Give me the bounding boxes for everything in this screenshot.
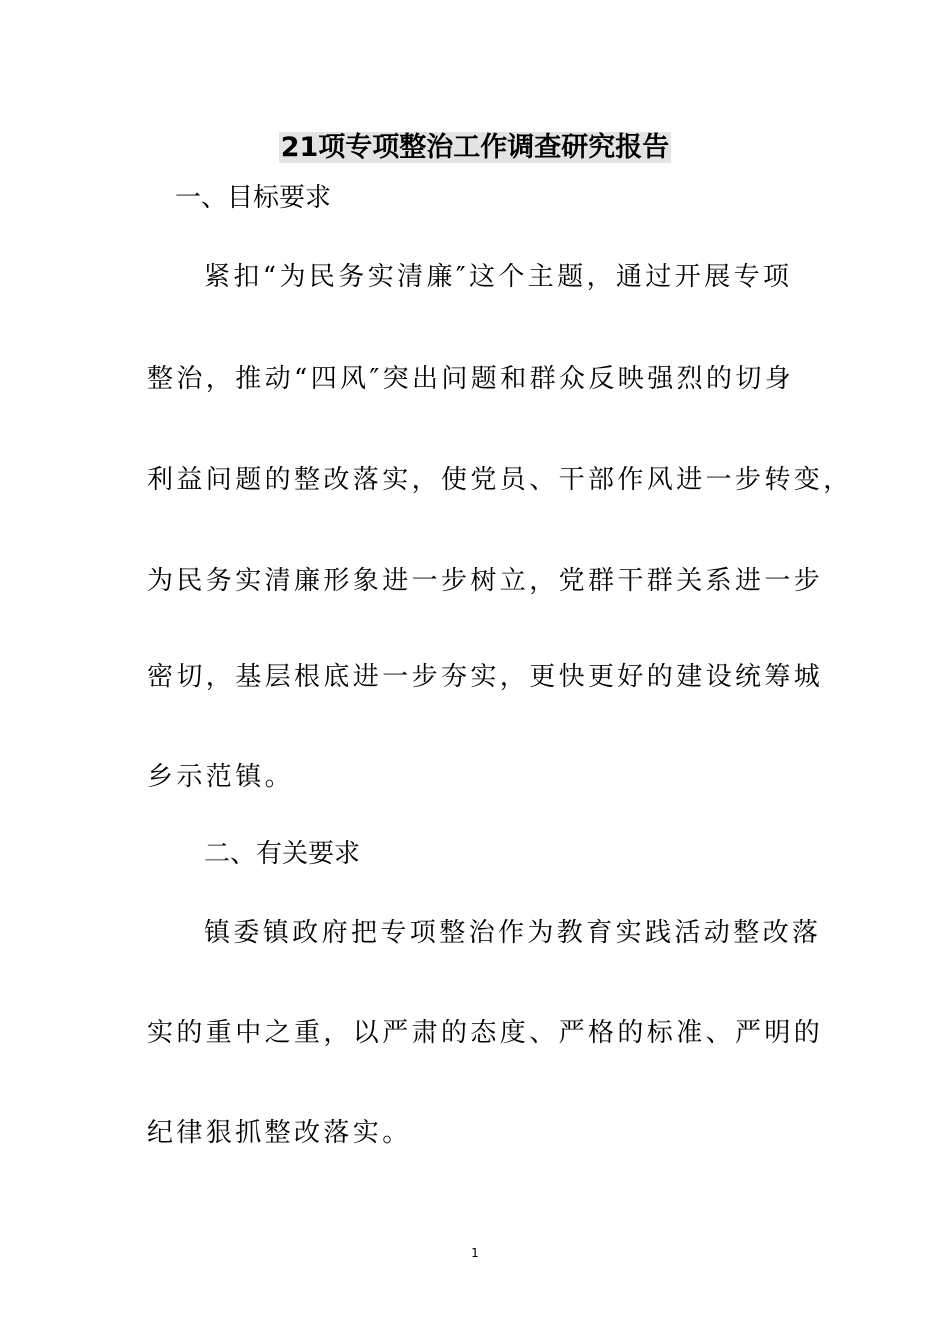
section-1-heading: 一、目标要求 xyxy=(175,183,332,213)
paragraph-line: 为民务实清廉形象进一步树立，党群干群关系进一步 xyxy=(147,566,824,596)
section-2-heading: 二、有关要求 xyxy=(204,839,361,869)
paragraph-line: 实的重中之重，以严肃的态度、严格的标准、严明的 xyxy=(147,1018,824,1048)
paragraph-line: 整治，推动“四风″突出问题和群众反映强烈的切身 xyxy=(147,364,795,394)
paragraph-line: 利益问题的整改落实，使党员、干部作风进一步转变， xyxy=(147,465,853,495)
paragraph-line: 镇委镇政府把专项整治作为教育实践活动整改落 xyxy=(204,918,822,948)
paragraph-line: 纪律狠抓整改落实。 xyxy=(147,1118,412,1148)
document-title-text: 21项专项整治工作调查研究报告 xyxy=(280,132,670,163)
paragraph-line: 紧扣“为民务实清廉″这个主题，通过开展专项 xyxy=(204,262,793,292)
paragraph-line: 密切，基层根底进一步夯实，更快更好的建设统筹城 xyxy=(147,662,824,692)
paragraph-line: 乡示范镇。 xyxy=(147,762,295,792)
document-title xyxy=(0,128,950,168)
page-number: 1 xyxy=(471,1246,479,1260)
